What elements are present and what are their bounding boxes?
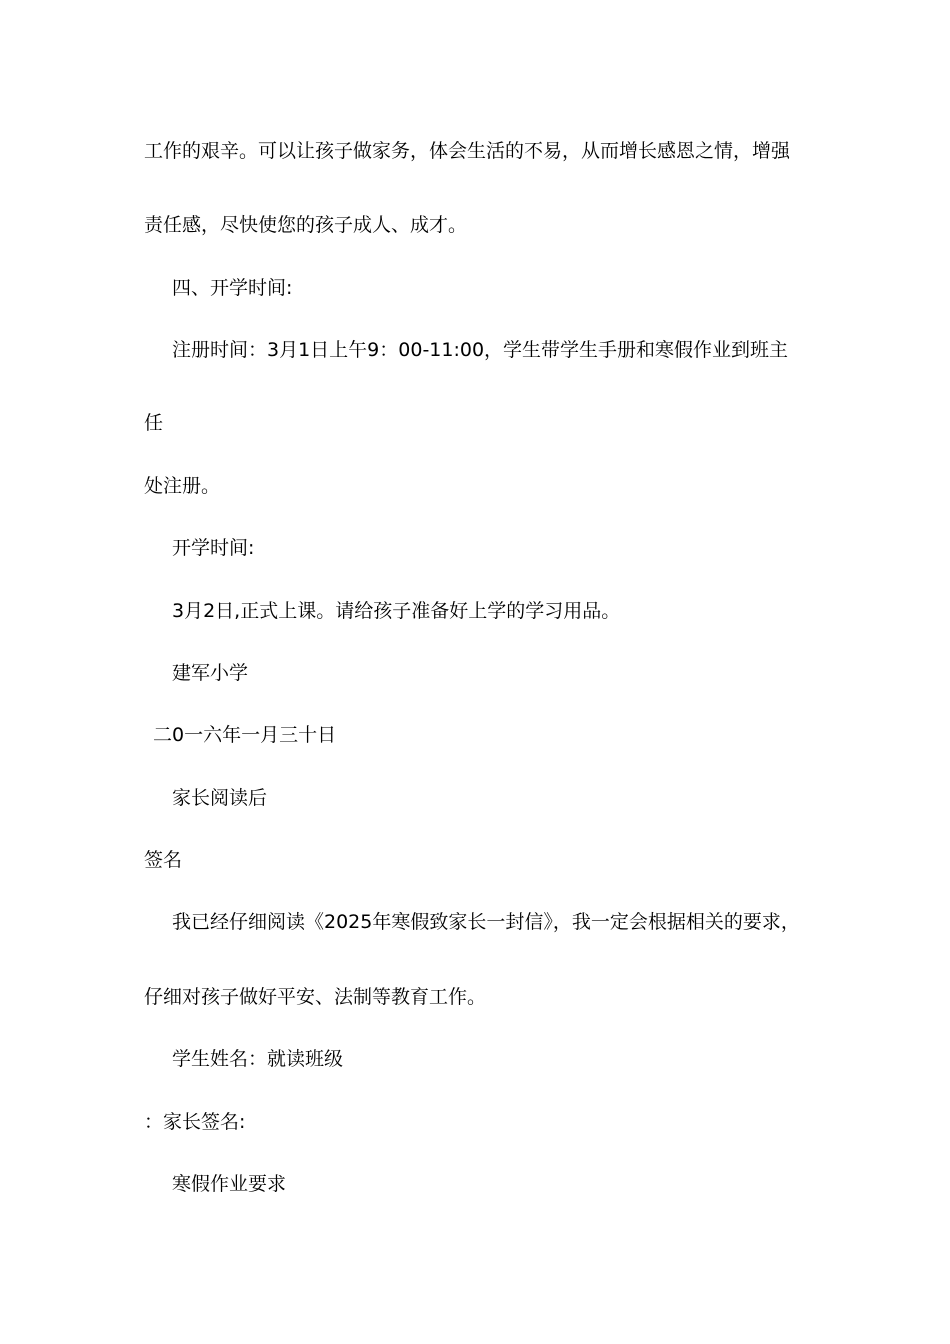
section-heading: 家长阅读后 [172,787,268,809]
section-heading: 四、开学时间: [172,277,293,299]
form-field-line: ：家长签名: [144,1111,246,1133]
paragraph-line: 处注册。 [144,475,221,497]
paragraph-line: 3月2日,正式上课。请给孩子准备好上学的学习用品。 [172,600,621,622]
paragraph-line: 责任感，尽快使您的孩子成人、成才。 [144,214,468,236]
paragraph-line: 任 [144,412,164,434]
section-heading: 寒假作业要求 [172,1173,287,1195]
signature-date: 二0一六年一月三十日 [153,724,337,746]
section-heading: 签名 [144,849,183,871]
form-field-line: 学生姓名：就读班级 [172,1048,344,1070]
paragraph-line: 工作的艰辛。可以让孩子做家务，体会生活的不易，从而增长感恩之情，增强 [144,140,791,162]
paragraph-line: 开学时间: [172,537,255,559]
signature-school: 建军小学 [172,662,249,684]
paragraph-line: 我已经仔细阅读《2025年寒假致家长一封信》，我一定会根据相关的要求， [172,911,800,933]
paragraph-line: 仔细对孩子做好平安、法制等教育工作。 [144,986,487,1008]
paragraph-line: 注册时间：3月1日上午9：00-11:00，学生带学生手册和寒假作业到班主 [172,339,789,361]
